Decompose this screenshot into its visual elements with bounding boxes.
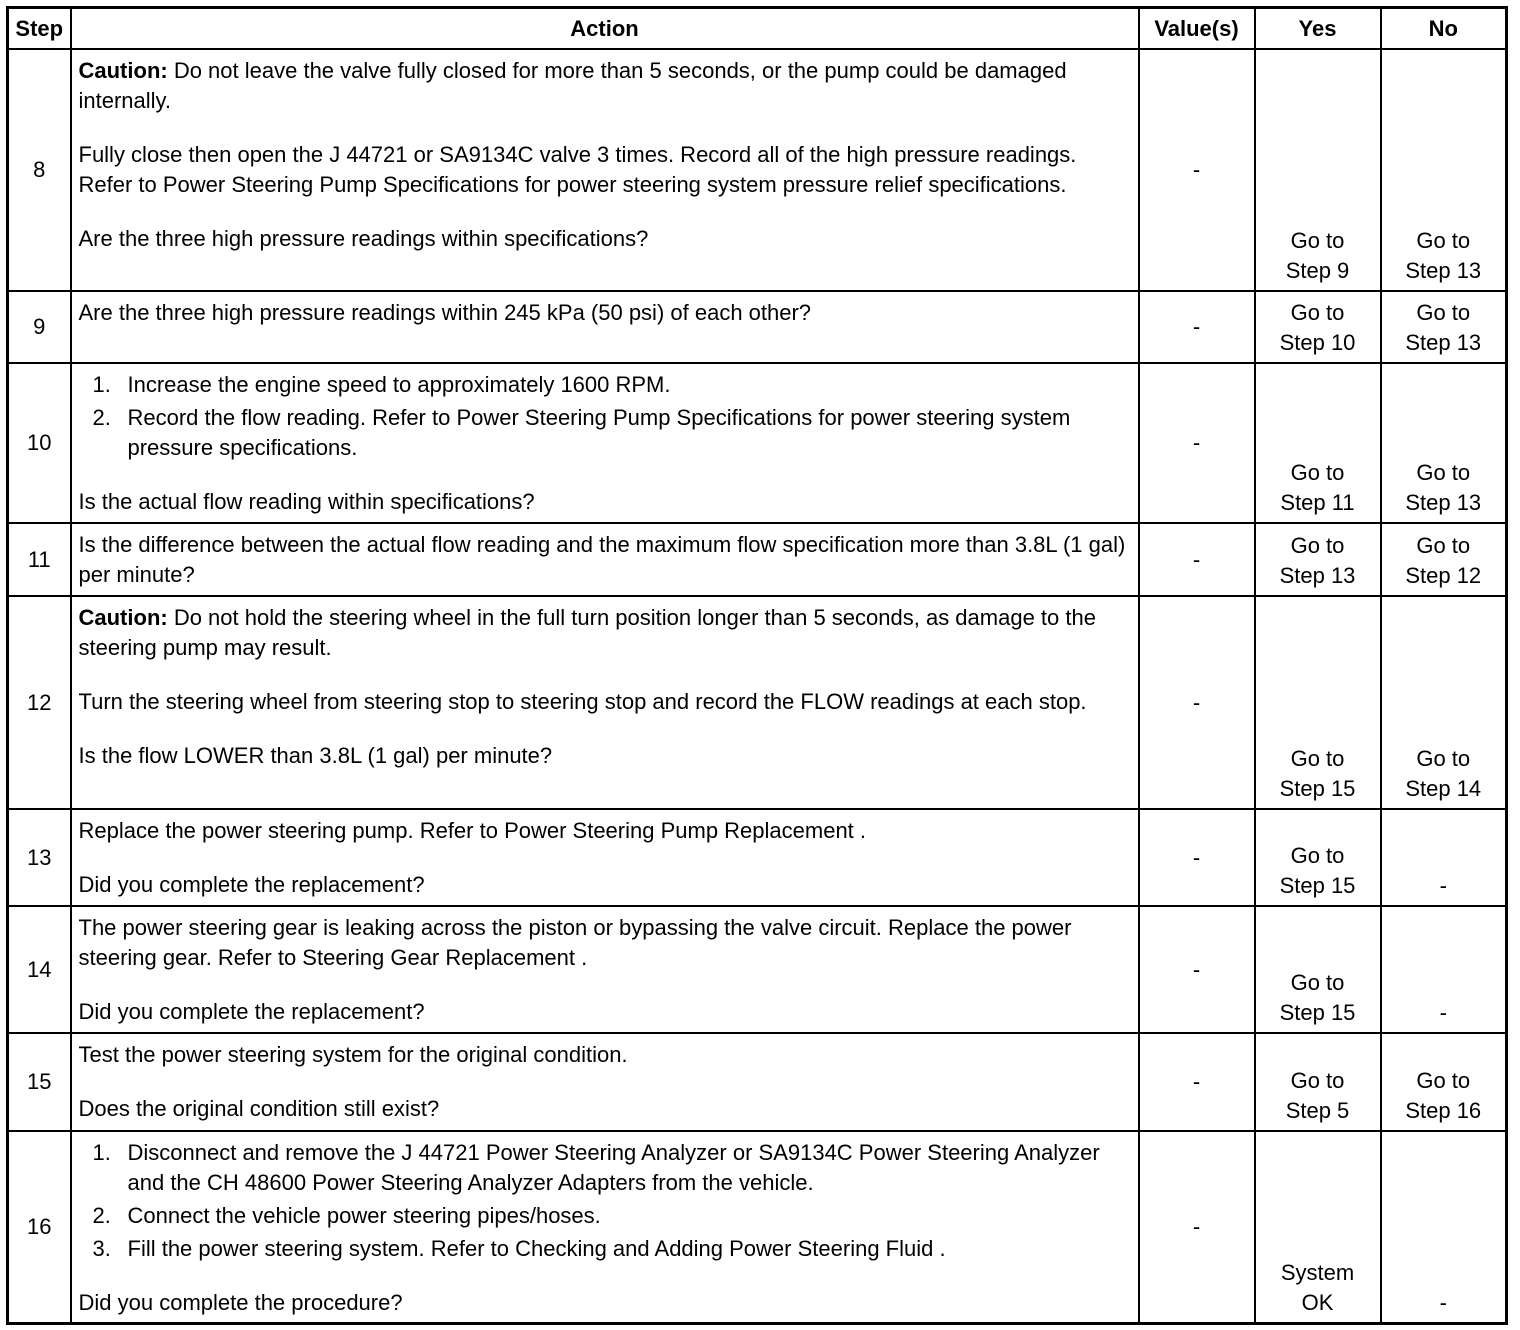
no-cell: [1381, 1033, 1507, 1131]
yes-cell: [1255, 291, 1381, 363]
diagnostic-table: [6, 6, 1508, 1325]
caution-text: Do not hold the steering wheel in the full turn position longer than 5 seconds, as damage to the steering pump may result.: [78, 605, 1096, 660]
caution-label: Caution:: [78, 605, 168, 630]
yes-line: Go to: [1290, 300, 1345, 325]
value-cell: -: [1139, 1033, 1255, 1131]
value-cell: -: [1139, 523, 1255, 596]
yes-cell: [1255, 1131, 1381, 1324]
value-cell: -: [1139, 809, 1255, 906]
header-row: [8, 8, 1507, 50]
no-line: Step 13: [1405, 330, 1482, 355]
value-cell: -: [1139, 363, 1255, 523]
item-text: Fill the power steering system. Refer to Checking and Adding Power Steering Fluid .: [127, 1236, 946, 1261]
instruction-text: Replace the power steering pump. Refer to Power Steering Pump Replacement .: [78, 818, 867, 843]
question-text: Did you complete the replacement?: [78, 999, 425, 1024]
instruction-text: Turn the steering wheel from steering stop to steering stop and record the FLOW readings at each stop.: [78, 689, 1087, 714]
yes-line: Go to: [1290, 746, 1345, 771]
item-text: Disconnect and remove the J 44721 Power Steering Analyzer or SA9134C Power Steering Analyzer and the CH 48600 Power Steering Analyzer Adapters from the vehicle.: [127, 1140, 1100, 1195]
no-line: Step 16: [1405, 1098, 1482, 1123]
no-line: Go to: [1416, 228, 1471, 253]
item-number: 1.: [92, 1140, 111, 1165]
question-text: Is the difference between the actual flow reading and the maximum flow specification more than 3.8L (1 gal) per minute?: [78, 532, 1126, 587]
header-step: Step: [8, 8, 71, 50]
step-row-15: [8, 1033, 1507, 1131]
value-cell: -: [1139, 291, 1255, 363]
step-row-10: [8, 363, 1507, 523]
item-text: Connect the vehicle power steering pipes/hoses.: [127, 1203, 601, 1228]
question-text: Does the original condition still exist?: [78, 1096, 440, 1121]
action-cell: [71, 596, 1139, 809]
procedure-list: [79, 1138, 1132, 1264]
value-cell: -: [1139, 1131, 1255, 1324]
list-item: [79, 1234, 1132, 1264]
yes-line: Step 15: [1279, 873, 1356, 898]
yes-cell: [1255, 809, 1381, 906]
yes-cell: [1255, 1033, 1381, 1131]
no-line: Go to: [1416, 533, 1471, 558]
question-text: Are the three high pressure readings within 245 kPa (50 psi) of each other?: [78, 300, 812, 325]
no-line: -: [1439, 873, 1447, 898]
step-row-8: [8, 49, 1507, 291]
yes-cell: [1255, 49, 1381, 291]
caution-note: [79, 603, 1132, 663]
list-item: [79, 1138, 1132, 1198]
step-number: 8: [8, 49, 71, 291]
caution-text: Do not leave the valve fully closed for more than 5 seconds, or the pump could be damaged internally.: [78, 58, 1067, 113]
action-cell: [71, 49, 1139, 291]
question-text: Are the three high pressure readings within specifications?: [78, 226, 649, 251]
value-cell: -: [1139, 49, 1255, 291]
question-text: Is the actual flow reading within specifications?: [78, 489, 535, 514]
yes-cell: [1255, 906, 1381, 1033]
header-yes: Yes: [1255, 8, 1381, 50]
yes-line: Go to: [1290, 970, 1345, 995]
action-cell: [71, 523, 1139, 596]
yes-line: Go to: [1290, 843, 1345, 868]
header-action: Action: [71, 8, 1139, 50]
no-cell: [1381, 1131, 1507, 1324]
item-text: Record the flow reading. Refer to Power Steering Pump Specifications for power steering system pressure specifications.: [127, 405, 1071, 460]
question-text: Did you complete the procedure?: [78, 1290, 403, 1315]
header-no: No: [1381, 8, 1507, 50]
no-line: -: [1439, 1290, 1447, 1315]
list-item: [79, 403, 1132, 463]
step-row-9: [8, 291, 1507, 363]
yes-line: Step 10: [1279, 330, 1356, 355]
yes-line: System: [1280, 1260, 1355, 1285]
no-line: Go to: [1416, 460, 1471, 485]
list-item: [79, 370, 1132, 400]
step-row-12: [8, 596, 1507, 809]
header-values: Value(s): [1139, 8, 1255, 50]
question-text: Did you complete the replacement?: [78, 872, 425, 897]
no-cell: [1381, 809, 1507, 906]
item-number: 2.: [92, 1203, 111, 1228]
yes-line: Go to: [1290, 228, 1345, 253]
no-line: Step 14: [1405, 776, 1482, 801]
item-text: Increase the engine speed to approximately 1600 RPM.: [127, 372, 671, 397]
item-number: 1.: [92, 372, 111, 397]
item-number: 2.: [92, 405, 111, 430]
yes-line: Step 15: [1279, 776, 1356, 801]
instruction-text: The power steering gear is leaking across the piston or bypassing the valve circuit. Replace the power steering gear. Refer to Steering Gear Replacement .: [78, 915, 1072, 970]
step-number: 16: [8, 1131, 71, 1324]
instruction-text: Test the power steering system for the original condition.: [78, 1042, 628, 1067]
no-line: Step 12: [1405, 563, 1482, 588]
value-cell: -: [1139, 906, 1255, 1033]
action-cell: [71, 906, 1139, 1033]
no-cell: [1381, 291, 1507, 363]
no-line: Step 13: [1405, 490, 1482, 515]
no-line: Go to: [1416, 300, 1471, 325]
caution-label: Caution:: [78, 58, 168, 83]
action-cell: [71, 809, 1139, 906]
yes-cell: [1255, 363, 1381, 523]
no-cell: [1381, 523, 1507, 596]
item-number: 3.: [92, 1236, 111, 1261]
list-item: [79, 1201, 1132, 1231]
step-row-11: [8, 523, 1507, 596]
yes-cell: [1255, 596, 1381, 809]
step-row-16: [8, 1131, 1507, 1324]
caution-note: [79, 56, 1132, 116]
procedure-list: [79, 370, 1132, 463]
step-number: 10: [8, 363, 71, 523]
action-cell: [71, 1131, 1139, 1324]
no-line: Step 13: [1405, 258, 1482, 283]
step-number: 13: [8, 809, 71, 906]
no-line: Go to: [1416, 1068, 1471, 1093]
yes-cell: [1255, 523, 1381, 596]
yes-line: Go to: [1290, 533, 1345, 558]
yes-line: OK: [1301, 1290, 1334, 1315]
no-cell: [1381, 596, 1507, 809]
step-number: 12: [8, 596, 71, 809]
instruction-text: Fully close then open the J 44721 or SA9134C valve 3 times. Record all of the high pressure readings. Refer to Power Steering Pump Specifications for power steering system pressure relief specifications.: [78, 142, 1077, 197]
yes-line: Step 13: [1279, 563, 1356, 588]
step-row-14: [8, 906, 1507, 1033]
action-cell: [71, 363, 1139, 523]
no-cell: [1381, 906, 1507, 1033]
value-cell: -: [1139, 596, 1255, 809]
step-row-13: [8, 809, 1507, 906]
yes-line: Step 5: [1285, 1098, 1350, 1123]
step-number: 15: [8, 1033, 71, 1131]
yes-line: Go to: [1290, 1068, 1345, 1093]
yes-line: Step 9: [1285, 258, 1350, 283]
no-cell: [1381, 49, 1507, 291]
yes-line: Go to: [1290, 460, 1345, 485]
no-line: -: [1439, 1000, 1447, 1025]
no-line: Go to: [1416, 746, 1471, 771]
question-text: Is the flow LOWER than 3.8L (1 gal) per minute?: [78, 743, 553, 768]
yes-line: Step 11: [1280, 490, 1355, 515]
step-number: 14: [8, 906, 71, 1033]
step-number: 11: [8, 523, 71, 596]
action-cell: [71, 291, 1139, 363]
action-cell: [71, 1033, 1139, 1131]
yes-line: Step 15: [1279, 1000, 1356, 1025]
no-cell: [1381, 363, 1507, 523]
step-number: 9: [8, 291, 71, 363]
